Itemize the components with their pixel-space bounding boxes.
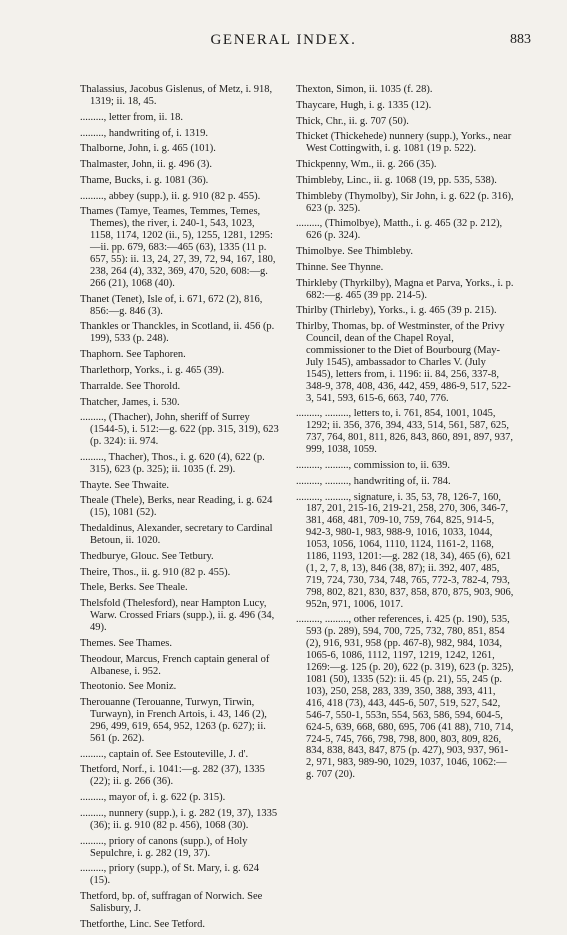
index-entry: Thinne. See Thynne. [296,261,384,273]
index-entry: Thetford, Norf., i. 1041:—g. 282 (37), 1335 (22); ii. g. 266 (36). [80,764,268,788]
index-entry: ........., captain of. See Estouteville, J. d'. [80,748,249,760]
index-entry: ........., (Thimolbye), Matth., i. g. 465 (32 p. 212), 626 (p. 324). [296,218,505,242]
index-entry: Thicket (Thickehede) nunnery (supp.), Yorks., near West Cottingwith, i. g. 1081 (19 p. 522). [296,131,514,155]
index-entry: Thele, Berks. See Theale. [80,582,188,594]
index-entry: Theire, Thos., ii. g. 910 (82 p. 455). [80,566,231,578]
index-entry: Thimbleby, Linc., ii. g. 1068 (19, pp. 535, 538). [296,174,497,186]
index-entry: ........., priory (supp.), of St. Mary, i. g. 624 (15). [80,863,262,887]
index-entry: Thaphorn. See Taphoren. [80,349,186,361]
index-entry: Thimolbye. See Thimbleby. [296,246,413,258]
index-entry: Thatcher, James, i. 530. [80,396,180,408]
index-entry: Thame, Bucks, i. g. 1081 (36). [80,174,209,186]
index-entry: ........., letter from, ii. 18. [80,111,183,123]
index-entry: ........., ........., signature, i. 35, 53, 78, 126-7, 160, 187, 201, 215-16, 219-21, 258, 270, 306, 346-7, 381, 468, 481, 709-10, 759, 764, 825, 914-5, 942-3, 980-1, 983, 988-9, 1016, 1033, 1044, 1053, 1056, 1064, 1110, 1124, 1161-2, 1168, 1186, 1193, 1201:—g. 282 (18, 34), 465 (6), 621 (1, 2, 7, 8, 13), 846 (38, 87); ii. 392, 407, 485, 719, 724, 730, 734, 748, 765, 772-3, 782-4, 793, 798, 802, 821, 830, 837, 858, 870, 875, 903, 906, 952n, 971, 1006, 1017. [296,491,516,610]
index-entry: Thickpenny, Wm., ii. g. 266 (35). [296,159,437,171]
index-entry: Thelsfold (Thelesford), near Hampton Lucy, Warw. Crossed Friars (supp.), ii. g. 496 (34, 49). [80,598,277,634]
index-entry: ........., (Thacher), John, sheriff of Surrey (1544-5), i. 512:—g. 622 (pp. 315, 319), 623 (p. 324): ii. 974. [80,412,282,448]
index-entry: ........., ........., letters to, i. 761, 854, 1001, 1045, 1292; ii. 356, 376, 394, 433, 514, 561, 587, 625, 737, 764, 801, 811, 826, 843, 860, 891, 897, 937, 999, 1038, 1059. [296,408,516,456]
index-entry: ........., Thacher), Thos., i. g. 620 (4), 622 (p. 315), 623 (p. 325); ii. 1035 (f. 29). [80,451,268,475]
index-entry: ........., ........., handwriting of, ii. 784. [296,475,451,487]
index-entry: Thayte. See Thwaite. [80,479,170,491]
index-entry: Thedburye, Glouc. See Tetbury. [80,550,214,562]
index-entry: Thirlby, Thomas, bp. of Westminster, of the Privy Council, dean of the Chapel Royal, commissioner to the Diet of Bourbourg (May-July 1545), ambassador to Charles V. (July 1545), letters from, i. 1196: ii. 84, 256, 337-8, 348-9, 378, 408, 436, 442, 459, 486-9, 517, 522-3, 541, 593, 615-6, 663, 740, 776. [296,321,511,404]
page-title: GENERAL INDEX. [210,32,357,48]
index-entry: ........., nunnery (supp.), i. g. 282 (19, 37), 1335 (36); ii. g. 910 (82 p. 456), 1068 (30). [80,807,280,831]
index-entry: Therouanne (Terouanne, Turwyn, Tirwin, Turwayn), in French Artois, i. 43, 146 (2), 296, 499, 619, 654, 952, 1263 (p. 627); ii. 561 (p. 262). [80,697,270,744]
index-entry: Thankles or Thanckles, in Scotland, ii. 456 (p. 199), 533 (p. 248). [80,321,277,345]
index-entry: Thaycare, Hugh, i. g. 1335 (12). [296,99,432,111]
index-entry: Thexton, Simon, ii. 1035 (f. 28). [296,84,433,95]
index-entry: Thetford, bp. of, suffragan of Norwich. See Salisbury, J. [80,891,265,914]
index-entry: Theotonio. See Moniz. [80,681,177,693]
index-entry: Thalmaster, John, ii. g. 496 (3). [80,159,212,171]
index-entry: Thanet (Tenet), Isle of, i. 671, 672 (2), 816, 856:—g. 846 (3). [80,293,266,317]
index-entry: Thalassius, Jacobus Gislenus, of Metz, i. 918, 1319; ii. 18, 45. [80,84,275,107]
index-entry: Themes. See Thames. [80,637,172,649]
index-entry: Thirlby (Thirleby), Yorks., i. g. 465 (39 p. 215). [296,305,497,317]
index-entry: Thalborne, John, i. g. 465 (101). [80,143,216,155]
page-number: 883 [510,32,531,47]
index-entry: Thedaldinus, Alexander, secretary to Cardinal Betoun, ii. 1020. [80,523,276,547]
index-entry: ........., mayor of, i. g. 622 (p. 315). [80,792,226,804]
index-entry: Tharralde. See Thorold. [80,380,181,392]
index-entry: Thick, Chr., ii. g. 707 (50). [296,115,409,127]
index-entry: Tharlethorp, Yorks., i. g. 465 (39). [80,364,225,376]
index-entry: ........., ........., commission to, ii. 639. [296,459,451,471]
index-entry: Thetforthe, Linc. See Tetford. [80,918,206,930]
index-entry: ........., ........., other references, i. 425 (p. 190), 535, 593 (p. 289), 594, 700, 725, 732, 780, 851, 854 (2), 916, 931, 958 (pp. 467-8), 982, 984, 1034, 1065-6, 1086, 1112, 1197, 1219, 1242, 1261, 1269:—g. 125 (p. 20), 622 (p. 319), 623 (p. 325), 1081 (50), 1335 (52): ii. 45 (p. 21), 55, 245 (p. 103), 250, 258, 283, 339, 350, 388, 393, 411, 416, 418 (73), 443, 445-6, 507, 519, 527, 542, 546-7, 550-1, 553n, 554, 563, 586, 594, 604-5, 624-5, 639, 668, 680, 695, 706 (41 88), 710, 714, 724-5, 745, 766, 798, 798, 800, 803, 809, 826, 834, 838, 843, 847, 875 (p. 427), 903, 937, 961-2, 971, 983, 989-90, 1029, 1037, 1046, 1062:—g. 707 (20). [296,614,517,781]
index-entry: Thames (Tamye, Teames, Temmes, Temes, Themes), the river, i. 240-1, 543, 1023, 1158, 1174, 1202 (ii., 5), 1255, 1281, 1295:—ii. pp. 679, 683:—465 (63), 1335 (11 p. 657, 55): ii. 13, 24, 27, 39, 72, 94, 167, 180, 238, 264 (4), 332, 369, 470, 520, 608:—g. 266 (21), 1068 (40). [80,206,279,289]
index-entry: ........., abbey (supp.), ii. g. 910 (82 p. 455). [80,190,261,202]
page-header [0,32,567,54]
index-entry: ........., priory of canons (supp.), of Holy Sepulchre, i. g. 282 (19, 37). [80,835,251,859]
index-entry: Thimbleby (Thymolby), Sir John, i. g. 622 (p. 316), 623 (p. 325). [296,190,517,214]
right-column [296,84,517,785]
left-column [80,84,280,935]
index-entry: Theale (Thele), Berks, near Reading, i. g. 624 (15), 1081 (52). [80,495,276,519]
index-entry: ........., handwriting of, i. 1319. [80,127,209,139]
index-entry: Thirkleby (Thyrkilby), Magna et Parva, Yorks., i. p. 682:—g. 465 (39 pp. 214-5). [296,277,517,301]
index-entry: Theodour, Marcus, French captain general of Albanese, i. 952. [80,653,272,677]
